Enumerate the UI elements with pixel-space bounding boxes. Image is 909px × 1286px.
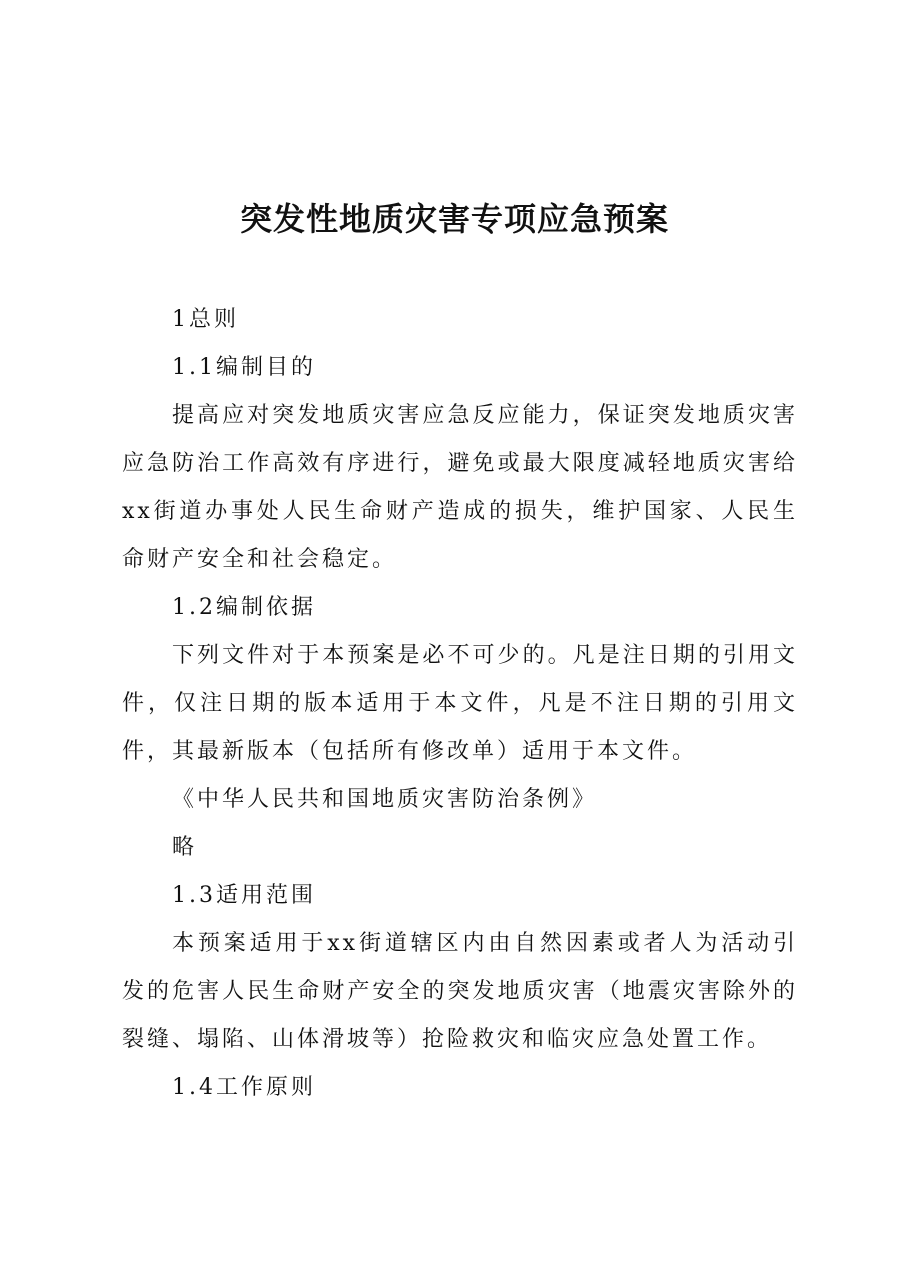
section-heading-principles: 1.4工作原则	[172, 1075, 316, 1100]
reference-regulation: 《中华人民共和国地质灾害防治条例》	[172, 787, 598, 812]
section-heading-scope: 1.3适用范围	[172, 883, 316, 908]
document-title: 突发性地质灾害专项应急预案	[239, 200, 669, 238]
paragraph-scope: 本预案适用于xx街道辖区内由自然因素或者人为活动引发的危害人民生命财产安全的突发地质灾害（地震灾害除外的裂缝、塌陷、山体滑坡等）抢险救灾和临灾应急处置工作。	[122, 931, 798, 1052]
section-heading-basis: 1.2编制依据	[172, 595, 316, 620]
section-heading-general: 1总则	[172, 307, 239, 332]
document-body	[122, 296, 798, 1112]
section-heading-purpose: 1.1编制目的	[172, 355, 316, 380]
paragraph-purpose: 提高应对突发地质灾害应急反应能力，保证突发地质灾害应急防治工作高效有序进行，避免或最大限度减轻地质灾害给xx街道办事处人民生命财产造成的损失，维护国家、人民生命财产安全和社会稳定。	[122, 403, 798, 572]
reference-omitted: 略	[172, 835, 198, 860]
paragraph-basis: 下列文件对于本预案是必不可少的。凡是注日期的引用文件，仅注日期的版本适用于本文件，凡是不注日期的引用文件，其最新版本（包括所有修改单）适用于本文件。	[122, 643, 798, 764]
